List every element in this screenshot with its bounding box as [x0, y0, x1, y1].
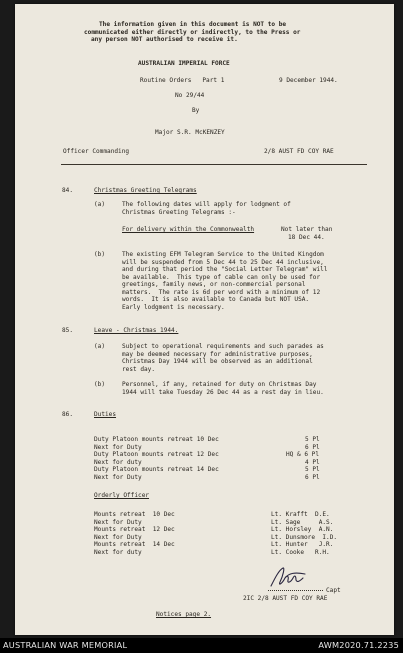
order-date: 9 December 1944.	[279, 77, 338, 84]
notice-line-3: any person NOT authorised to receive it.	[91, 36, 238, 43]
section-84b-line-3: and during that period the "Social Letter Telegram" will	[122, 266, 328, 273]
section-84-number: 84.	[62, 187, 74, 194]
section-85b-label: (b)	[94, 381, 106, 388]
continuation-note: Notices page 2.	[156, 611, 212, 618]
oo-row-5-label: Mounts retreat 14 Dec	[94, 541, 175, 548]
duty-row-4-label: Next for duty	[94, 458, 142, 466]
order-number: No 29/44	[175, 92, 205, 99]
issuer-name: Major S.R. McKENZEY	[155, 129, 225, 136]
unit-name: 2/8 AUST FD COY RAE	[264, 148, 334, 155]
section-85a-line-3: Christmas Day 1944 will be observed as an additional	[122, 358, 313, 365]
duty-row-5-value: 5 Pl	[305, 466, 320, 473]
section-84a-label: (a)	[94, 201, 106, 208]
section-85-number: 85.	[62, 327, 74, 334]
duty-row-6-label: Next for Duty	[94, 473, 142, 481]
document-page	[15, 4, 394, 635]
duty-row-2-value: 6 Pl	[305, 443, 320, 451]
oo-row-1-value: Lt. Krafft D.E.	[271, 511, 330, 518]
deadline-line-2: 18 Dec 44.	[288, 233, 325, 241]
oo-row-1-label: Mounts retreat 10 Dec	[94, 511, 175, 518]
oo-row-2-label: Next for Duty	[94, 518, 142, 526]
section-85a-line-2: may be deemed necessary for administrative purposes,	[122, 350, 313, 358]
routine-orders-label: Routine Orders Part 1	[140, 77, 225, 84]
section-84-title: Christmas Greeting Telegrams	[94, 187, 197, 194]
section-84b-line-2: will be suspended from 5 Dec 44 to 25 Dec 44 inclusive,	[122, 258, 324, 266]
notice-line-2: communicated either directly or indirectly, to the Press or	[84, 28, 301, 36]
section-84b-line-5: greetings, family news, or non-commercial personal	[122, 281, 306, 288]
duty-row-3-value: HQ & 6 Pl	[286, 451, 320, 458]
archive-source: AUSTRALIAN WAR MEMORIAL	[3, 640, 128, 650]
section-84a-line-1: The following dates will apply for lodgment of	[122, 201, 291, 208]
section-84a-line-2: Christmas Greeting Telegrams :-	[122, 208, 236, 216]
archive-reference: AWM2020.71.2235	[318, 640, 399, 650]
section-85a-line-1: Subject to operational requirements and such parades as	[122, 343, 324, 350]
section-86-number: 86.	[62, 411, 74, 418]
deadline-line-1: Not later than	[281, 226, 333, 233]
notice-line-1: The information given in this document is NOT to be	[99, 21, 287, 28]
duty-row-1-value: 5 Pl	[305, 436, 320, 443]
oo-row-3-label: Mounts retreat 12 Dec	[94, 526, 175, 533]
delivery-condition: For delivery within the Commonwealth	[122, 226, 255, 233]
section-84b-line-4: be available. This type of cable can only be used for	[122, 273, 321, 281]
duty-row-3-label: Duty Platoon mounts retreat 12 Dec	[94, 451, 219, 458]
orderly-officer-title: Orderly Officer	[94, 492, 150, 499]
duty-row-4-value: 4 Pl	[305, 458, 320, 466]
duty-row-5-label: Duty Platoon mounts retreat 14 Dec	[94, 466, 219, 473]
header-divider	[61, 164, 367, 165]
section-84b-line-7: words. It is also available to Canada but NOT USA.	[122, 296, 310, 303]
oo-row-4-label: Next for Duty	[94, 533, 142, 541]
section-86-title: Duties	[94, 411, 117, 418]
section-85b-line-1: Personnel, if any, retained for duty on Christmas Day	[122, 381, 317, 388]
oo-row-3-value: Lt. Horsley A.N.	[271, 526, 334, 533]
oo-row-5-value: Lt. Hunter J.R.	[271, 541, 334, 548]
oo-row-6-label: Next for duty	[94, 548, 142, 556]
section-85-title: Leave - Christmas 1944.	[94, 327, 179, 334]
section-84b-line-1: The existing EFM Telegram Service to the United Kingdom	[122, 251, 324, 258]
signature-unit: 2IC 2/8 AUST FD COY RAE	[243, 595, 328, 602]
section-84b-label: (b)	[94, 251, 106, 258]
section-85a-line-4: rest day.	[122, 365, 156, 373]
signature-rank: Capt	[326, 587, 341, 594]
duty-row-6-value: 6 Pl	[305, 473, 320, 481]
signature-line	[268, 590, 323, 591]
oo-row-6-value: Lt. Cooke R.H.	[271, 548, 330, 556]
handwritten-signature	[265, 564, 310, 590]
by-label: By	[192, 107, 200, 114]
section-85a-label: (a)	[94, 343, 106, 350]
archive-caption-bar	[0, 638, 403, 653]
section-85b-line-2: 1944 will take Tuesday 26 Dec 44 as a rest day in lieu.	[122, 388, 324, 396]
force-heading: AUSTRALIAN IMPERIAL FORCE	[138, 60, 230, 67]
section-84b-line-8: Early lodgment is necessary.	[122, 303, 225, 311]
oo-row-4-value: Lt. Dunsmore I.D.	[271, 533, 338, 541]
issuer-role: Officer Commanding	[63, 148, 130, 155]
duty-row-1-label: Duty Platoon mounts retreat 10 Dec	[94, 436, 219, 443]
section-84b-line-6: matters. The rate is 6d per word with a minimum of 12	[122, 288, 321, 296]
oo-row-2-value: Lt. Sage A.S.	[271, 518, 334, 526]
duty-row-2-label: Next for Duty	[94, 443, 142, 451]
